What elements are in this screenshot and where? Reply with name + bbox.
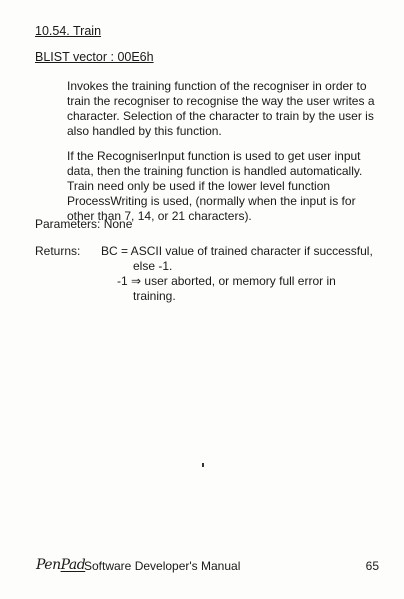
text-line: ProcessWriting is used, (normally when the input is for	[67, 194, 356, 208]
logo-pad: Pad	[60, 557, 86, 573]
text-line: also handled by this function.	[67, 124, 222, 138]
section-title: 10.54. Train	[35, 24, 102, 38]
page-number: 65	[365, 559, 379, 573]
returns-line: -1 ⇒ user aborted, or memory full error in	[117, 274, 336, 288]
description-paragraph-1	[67, 79, 387, 139]
text-line: character. Selection of the character to train by the user is	[67, 109, 374, 123]
penpad-logo	[36, 557, 85, 573]
text-line: train the recogniser to recognise the way the user writes a	[67, 94, 375, 108]
scan-speck	[202, 463, 204, 467]
returns-line: else -1.	[133, 259, 173, 273]
footer-title: Software Developer's Manual	[84, 559, 241, 573]
text-line: Train need only be used if the lower level function	[67, 179, 331, 193]
text-line: data, then the training function is handled automatically.	[67, 164, 363, 178]
text-line: Invokes the training function of the recogniser in order to	[67, 79, 367, 93]
returns-line: training.	[133, 289, 176, 303]
blist-vector: BLIST vector : 00E6h	[35, 50, 154, 64]
returns-line: BC = ASCII value of trained character if successful,	[101, 244, 373, 258]
returns-label: Returns:	[35, 244, 81, 258]
page-footer	[36, 557, 379, 577]
parameters-line: Parameters: None	[35, 217, 133, 231]
description-paragraph-2	[67, 149, 387, 224]
text-line: other than 7, 14, or 21 characters).	[67, 209, 252, 223]
logo-pen: Pen	[36, 557, 61, 573]
text-line: If the RecogniserInput function is used to get user input	[67, 149, 361, 163]
